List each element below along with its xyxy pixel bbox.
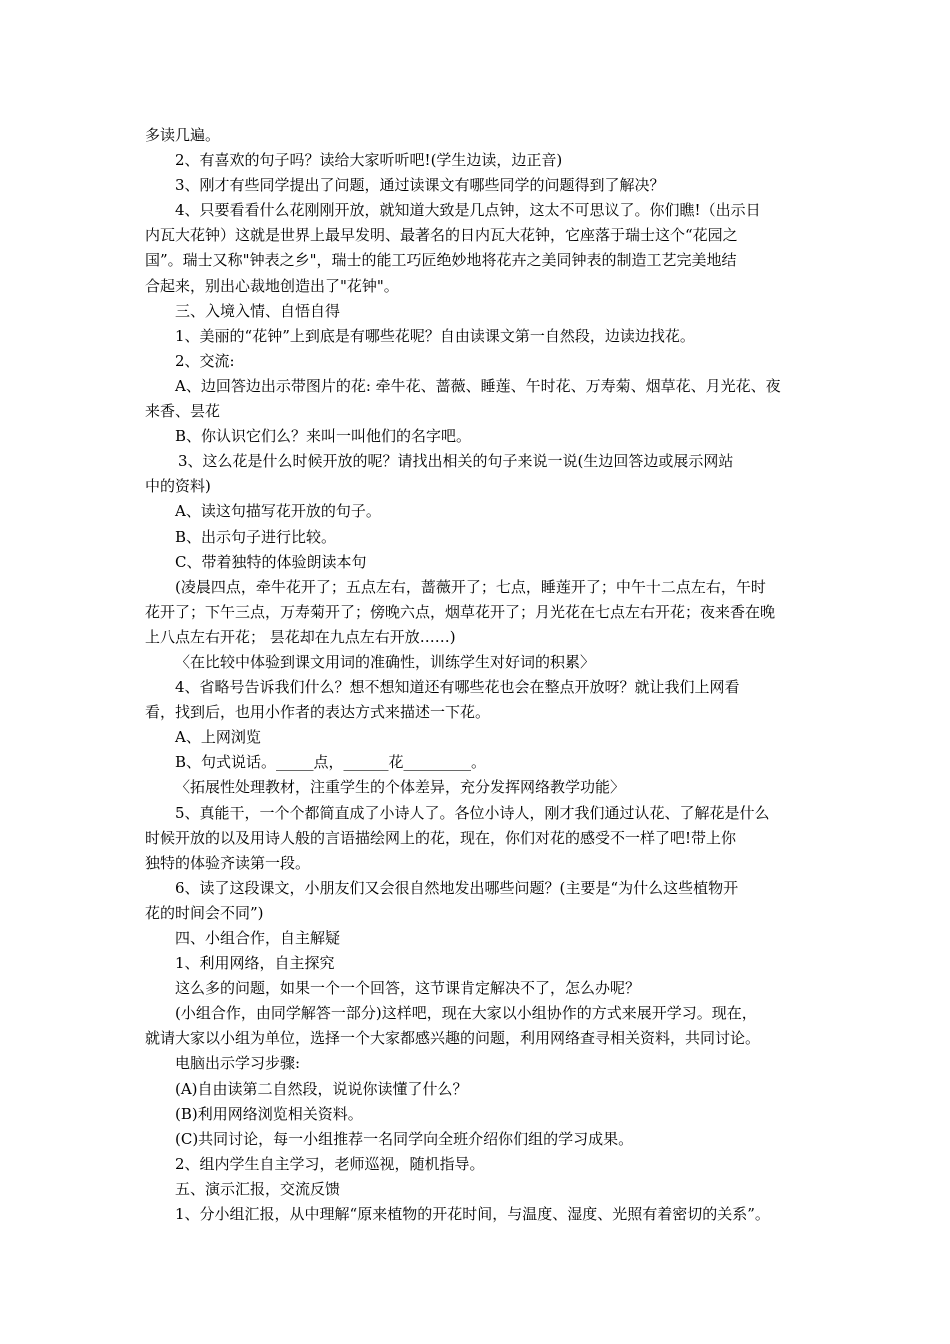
text-line: 花的时间会不同”): [145, 903, 264, 922]
text-line: 这么多的问题，如果一个一个回答，这节课肯定解决不了，怎么办呢？: [175, 979, 641, 998]
text-line: B、出示句子进行比较。: [175, 527, 337, 546]
section-heading: 三、入境入情、自悟自得: [175, 301, 341, 320]
text-line: (A)自由读第二自然段，说说你读懂了什么？: [175, 1079, 468, 1098]
text-line: 3、这么花是什么时候开放的呢？请找出相关的句子来说一说(生边回答边或展示网站: [178, 452, 734, 471]
text-line: 〈在比较中体验到课文用词的准确性，训练学生对好词的积累〉: [175, 652, 596, 671]
text-line: A、上网浏览: [175, 728, 261, 747]
text-line: 电脑出示学习步骤:: [175, 1054, 301, 1073]
text-line: A、读这句描写花开放的句子。: [175, 502, 381, 521]
text-line: 上八点左右开花； 昙花却在九点左右开放……): [145, 627, 456, 646]
text-line: 4、省略号告诉我们什么？想不想知道还有哪些花也会在整点开放呀？就让我们上网看: [175, 678, 740, 697]
text-line: 6、读了这段课文，小朋友们又会很自然地发出哪些问题？(主要是“为什么这些植物开: [175, 878, 739, 897]
text-line: 2、交流:: [175, 351, 235, 370]
text-line: 〈拓展性处理教材，注重学生的个体差异，充分发挥网络教学功能〉: [175, 778, 626, 797]
text-line: B、句式说话。_____点，______花_________。: [175, 753, 487, 772]
text-line: 时候开放的以及用诗人般的言语描绘网上的花，现在，你们对花的感受不一样了吧!带上你: [145, 828, 737, 847]
text-line: B、你认识它们么？来叫一叫他们的名字吧。: [175, 427, 472, 446]
text-line: 3、刚才有些同学提出了问题，通过读课文有哪些同学的问题得到了解决？: [175, 176, 665, 195]
text-line: 独特的体验齐读第一段。: [145, 853, 311, 872]
document-body: [145, 123, 810, 1227]
text-line: 5、真能干，一个个都简直成了小诗人了。各位小诗人，刚才我们通过认花、了解花是什么: [175, 803, 770, 822]
text-line: 多读几遍。: [145, 126, 221, 144]
text-line: 合起来，别出心裁地创造出了"花钟"。: [145, 276, 399, 295]
text-line: (凌晨四点，牵牛花开了；五点左右，蔷薇开了；七点，睡莲开了；中午十二点左右，午时: [175, 577, 766, 596]
text-line: (小组合作，由同学解答一部分)这样吧，现在大家以小组协作的方式来展开学习。现在，: [175, 1004, 757, 1023]
text-line: 2、组内学生自主学习，老师巡视，随机指导。: [175, 1154, 485, 1173]
text-line: 1、美丽的“花钟”上到底是有哪些花呢？自由读课文第一自然段，边读边找花。: [175, 326, 695, 345]
text-line: 就请大家以小组为单位，选择一个大家都感兴趣的问题，利用网络查寻相关资料，共同讨论。: [145, 1029, 761, 1048]
text-line: 1、分小组汇报，从中理解“原来植物的开花时间，与温度、湿度、光照有着密切的关系”。: [175, 1205, 770, 1224]
text-line: 4、只要看看什么花刚刚开放，就知道大致是几点钟，这太不可思议了。你们瞧!（出示日: [175, 201, 761, 220]
text-line: 2、有喜欢的句子吗？读给大家听听吧!(学生边读，边正音): [175, 151, 563, 170]
text-line: C、带着独特的体验朗读本句: [175, 552, 367, 571]
text-line: 来香、昙花: [145, 402, 221, 421]
text-line: 看，找到后，也用小作者的表达方式来描述一下花。: [145, 703, 491, 722]
section-heading: 五、演示汇报，交流反馈: [175, 1179, 341, 1198]
text-line: (B)利用网络浏览相关资料。: [175, 1104, 363, 1123]
section-heading: 四、小组合作，自主解疑: [175, 929, 341, 947]
text-line: A、边回答边出示带图片的花: 牵牛花、蔷薇、睡莲、午时花、万寿菊、烟草花、月光花、夜: [175, 376, 781, 395]
text-line: 1、利用网络，自主探究: [175, 954, 335, 973]
text-line: 国”。瑞士又称"钟表之乡"，瑞士的能工巧匠绝妙地将花卉之美同钟表的制造工艺完美地结: [145, 251, 737, 270]
text-line: 花开了；下午三点，万寿菊开了；傍晚六点，烟草花开了；月光花在七点左右开花；夜来香在晚: [145, 602, 776, 621]
text-line: 中的资料): [145, 477, 211, 496]
text-line: 内瓦大花钟）这就是世界上最早发明、最著名的日内瓦大花钟，它座落于瑞士这个“花园之: [145, 226, 738, 245]
text-line: (C)共同讨论，每一小组推荐一名同学向全班介绍你们组的学习成果。: [175, 1129, 634, 1148]
